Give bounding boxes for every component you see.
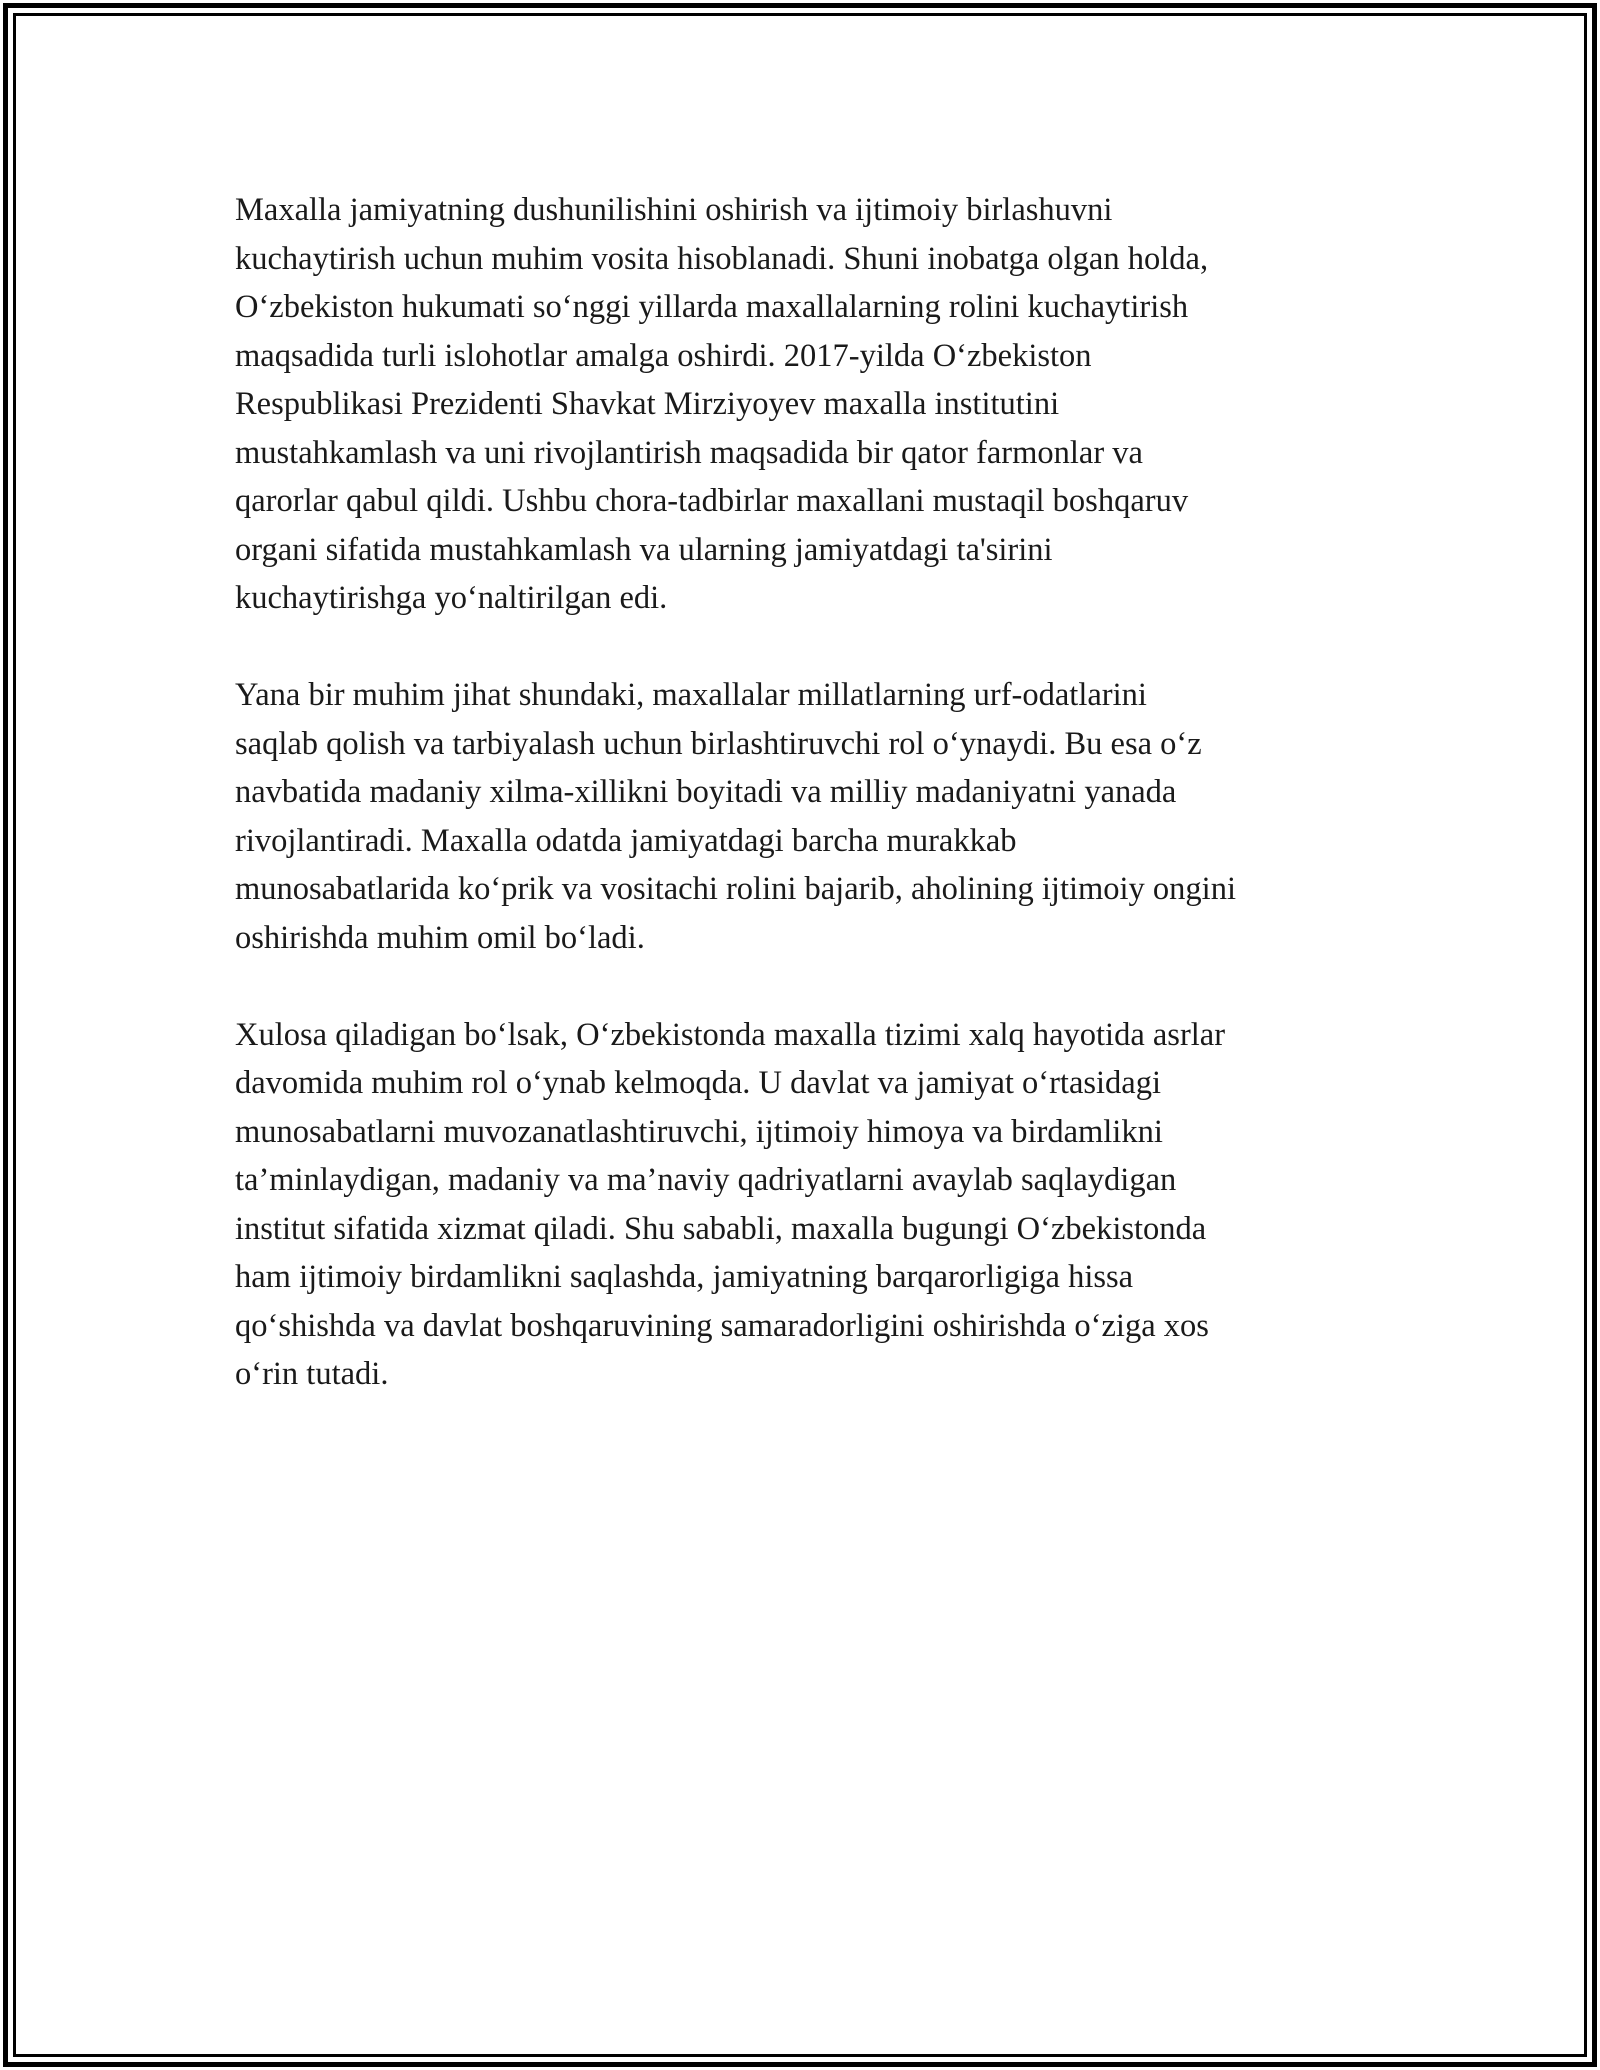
text-line: Respublikasi Prezidenti Shavkat Mirziyoyev maxalla institutini <box>235 386 1060 422</box>
paragraph-1 <box>235 186 1395 623</box>
paragraph-3 <box>235 1011 1395 1399</box>
document-body <box>235 186 1395 1447</box>
text-line: navbatida madaniy xilma-xillikni boyitadi va milliy madaniyatni yanada <box>235 774 1177 810</box>
text-line: Yana bir muhim jihat shundaki, maxallalar millatlarning urf-odatlarini <box>235 677 1147 713</box>
text-line: kuchaytirishga yo‘naltirilgan edi. <box>235 580 668 616</box>
text-line: saqlab qolish va tarbiyalash uchun birlashtiruvchi rol o‘ynaydi. Bu esa o‘z <box>235 725 1202 762</box>
text-line: mustahkamlash va uni rivojlantirish maqsadida bir qator farmonlar va <box>235 434 1143 471</box>
text-line: o‘rin tutadi. <box>235 1356 389 1392</box>
text-line: maqsadida turli islohotlar amalga oshirdi. 2017-yilda O‘zbekiston <box>235 337 1092 374</box>
text-line: munosabatlarni muvozanatlashtiruvchi, ijtimoiy himoya va birdamlikni <box>235 1113 1163 1150</box>
text-line: kuchaytirish uchun muhim vosita hisoblanadi. Shuni inobatga olgan holda, <box>235 240 1209 277</box>
text-line: Xulosa qiladigan bo‘lsak, O‘zbekistonda maxalla tizimi xalq hayotida asrlar <box>235 1016 1226 1053</box>
text-line: ham ijtimoiy birdamlikni saqlashda, jamiyatning barqarorligiga hissa <box>235 1259 1134 1295</box>
text-line: organi sifatida mustahkamlash va ularning jamiyatdagi ta'sirini <box>235 531 1053 568</box>
text-line: munosabatlarida ko‘prik va vositachi rolini bajarib, aholining ijtimoiy ongini <box>235 871 1236 907</box>
text-line: O‘zbekiston hukumati so‘nggi yillarda maxallalarning rolini kuchaytirish <box>235 289 1189 325</box>
text-line: oshirishda muhim omil bo‘ladi. <box>235 919 645 956</box>
text-line: qarorlar qabul qildi. Ushbu chora-tadbirlar maxallani mustaqil boshqaruv <box>235 483 1189 519</box>
paragraph-2 <box>235 671 1395 962</box>
text-line: institut sifatida xizmat qiladi. Shu sababli, maxalla bugungi O‘zbekistonda <box>235 1210 1207 1247</box>
text-line: Maxalla jamiyatning dushunilishini oshirish va ijtimoiy birlashuvni <box>235 192 1113 228</box>
text-line: davomida muhim rol o‘ynab kelmoqda. U davlat va jamiyat o‘rtasidagi <box>235 1065 1162 1101</box>
text-line: ta’minlaydigan, madaniy va ma’naviy qadriyatlarni avaylab saqlaydigan <box>235 1162 1177 1198</box>
text-line: qo‘shishda va davlat boshqaruvining samaradorligini oshirishda o‘ziga xos <box>235 1307 1209 1344</box>
text-line: rivojlantiradi. Maxalla odatda jamiyatdagi barcha murakkab <box>235 822 1017 859</box>
